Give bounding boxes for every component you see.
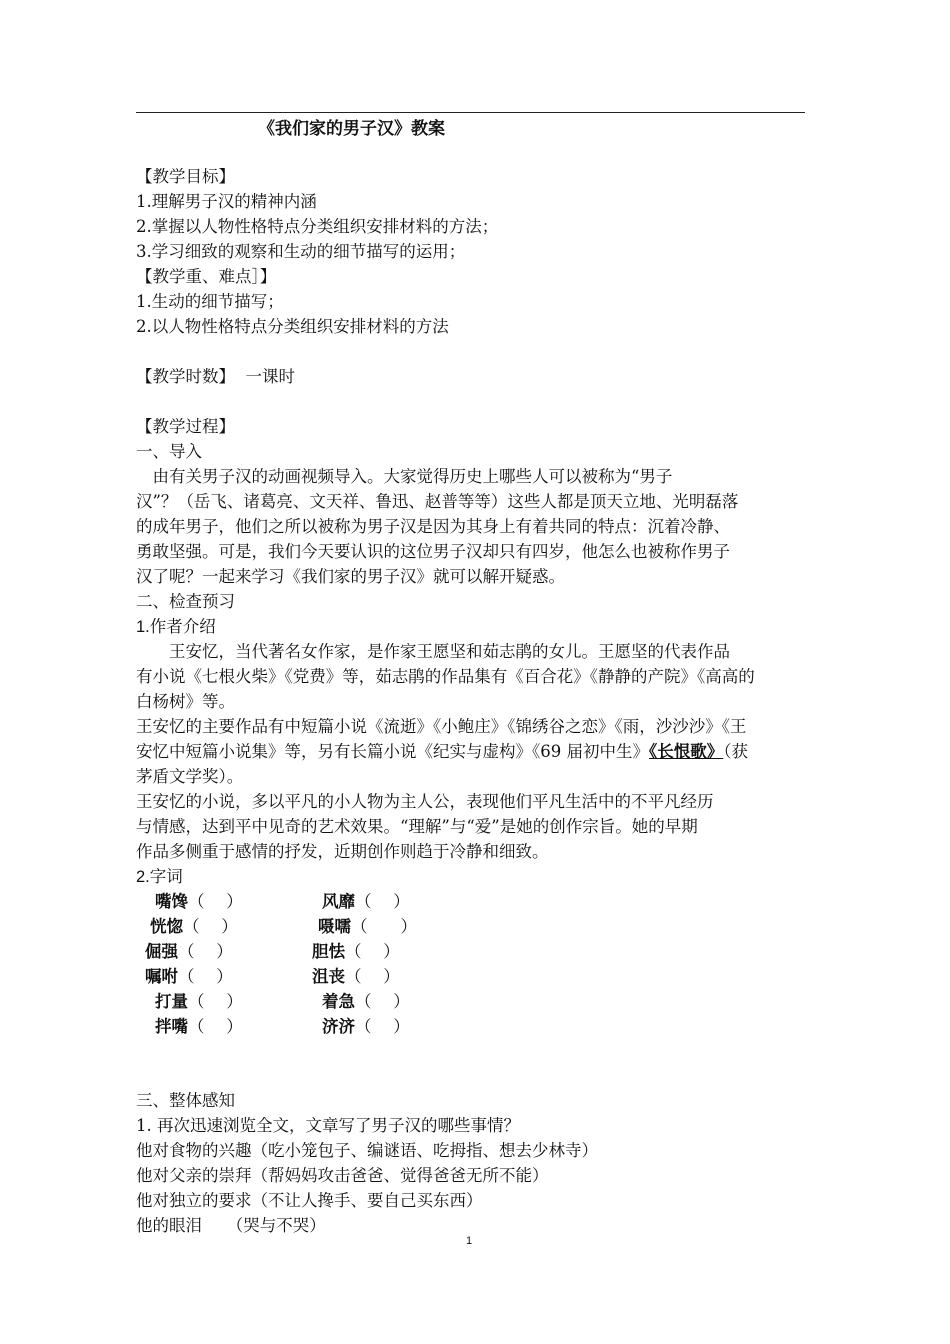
vocab-blank: （ ） bbox=[355, 892, 410, 911]
vocab-blank: （ ） bbox=[355, 992, 410, 1011]
vocab-item bbox=[145, 964, 233, 989]
section-heading: 三、整体感知 bbox=[136, 1091, 235, 1110]
vocab-item bbox=[150, 914, 238, 939]
vocab-blank: （ ） bbox=[188, 892, 243, 911]
vocab-word: 拌嘴 bbox=[155, 1017, 188, 1036]
vocab-item bbox=[155, 1014, 243, 1039]
section-heading: 二、检查预习 bbox=[136, 592, 235, 611]
key-point-item: 1.生动的细节描写； bbox=[136, 292, 284, 311]
author-line: 与情感，达到平中见奇的艺术效果。“理解”与“爱”是她的创作宗旨。她的早期 bbox=[136, 817, 698, 836]
vocab-word: 嘴馋 bbox=[155, 892, 188, 911]
vocab-item bbox=[145, 939, 233, 964]
vocab-item bbox=[322, 989, 410, 1014]
vocab-item bbox=[318, 914, 417, 939]
author-subheading bbox=[136, 614, 216, 640]
vocab-subheading bbox=[136, 864, 183, 890]
vocab-blank: （ ） bbox=[183, 917, 238, 936]
vocab-word: 恍惚 bbox=[150, 917, 183, 936]
document-title: 《我们家的男子汉》教案 bbox=[258, 119, 445, 139]
author-line: 作品多侧重于感情的抒发，近期创作则趋于冷静和细致。 bbox=[136, 842, 549, 861]
objective-item: 1.理解男子汉的精神内涵 bbox=[136, 192, 317, 211]
hours-value: 一课时 bbox=[245, 367, 295, 386]
key-points-heading: 【教学重、难点］】 bbox=[136, 267, 277, 286]
intro-line: 的成年男子，他们之所以被称为男子汉是因为其身上有着共同的特点：沉着冷静、 bbox=[136, 517, 730, 536]
underlined-title: 《长恨歌》 bbox=[649, 742, 724, 761]
hours-heading: 【教学时数】 bbox=[136, 367, 235, 386]
author-line bbox=[136, 739, 748, 764]
vocab-word: 嗫嚅 bbox=[318, 917, 351, 936]
answer-line: 他对食物的兴趣（吃小笼包子、编谜语、吃拇指、想去少林寺） bbox=[136, 1141, 598, 1160]
answer-line: 他的眼泪 （哭与不哭） bbox=[136, 1216, 326, 1235]
vocab-word: 打量 bbox=[155, 992, 188, 1011]
vocab-blank: （ ） bbox=[178, 967, 233, 986]
vocab-item bbox=[312, 964, 400, 989]
intro-line: 汉了呢？一起来学习《我们家的男子汉》就可以解开疑惑。 bbox=[136, 567, 565, 586]
vocab-word: 济济 bbox=[322, 1017, 355, 1036]
vocab-word: 倔强 bbox=[145, 942, 178, 961]
section-heading: 一、导入 bbox=[136, 442, 202, 461]
vocab-word: 胆怯 bbox=[312, 942, 345, 961]
key-point-item: 2.以人物性格特点分类组织安排材料的方法 bbox=[136, 317, 449, 336]
vocab-item bbox=[312, 939, 400, 964]
author-line-tail: （获 bbox=[723, 742, 748, 761]
intro-line: 由有关男子汉的动画视频导入。大家觉得历史上哪些人可以被称为“男子 bbox=[136, 467, 673, 486]
page-number: 1 bbox=[466, 1235, 473, 1247]
vocab-word: 着急 bbox=[322, 992, 355, 1011]
author-line-text: 安忆中短篇小说集》等，另有长篇小说《纪实与虚构》《69 届初中生》 bbox=[136, 742, 649, 761]
answer-line: 他对独立的要求（不让人搀手、要自己买东西） bbox=[136, 1191, 483, 1210]
vocab-blank: （ ） bbox=[178, 942, 233, 961]
vocab-blank: （ ） bbox=[351, 917, 417, 936]
objectives-heading: 【教学目标】 bbox=[136, 167, 235, 186]
process-heading: 【教学过程】 bbox=[136, 417, 235, 436]
vocab-word: 嘱咐 bbox=[145, 967, 178, 986]
objective-item: 2.掌握以人物性格特点分类组织安排材料的方法； bbox=[136, 217, 499, 236]
vocab-item bbox=[322, 889, 410, 914]
author-line: 白杨树》等。 bbox=[136, 692, 235, 711]
vocab-item bbox=[155, 889, 243, 914]
vocab-blank: （ ） bbox=[188, 992, 243, 1011]
hours-line bbox=[136, 364, 295, 389]
vocab-heading: 字词 bbox=[149, 867, 183, 886]
question-line: 1. 再次迅速浏览全文，文章写了男子汉的哪些事情？ bbox=[136, 1116, 520, 1135]
intro-line: 勇敢坚强。可是，我们今天要认识的这位男子汉却只有四岁，他怎么也被称作男子 bbox=[136, 542, 730, 561]
objective-item: 3.学习细致的观察和生动的细节描写的运用； bbox=[136, 242, 466, 261]
author-number: 1. bbox=[136, 618, 150, 636]
author-line: 王安忆，当代著名女作家，是作家王愿坚和茹志鹃的女儿。王愿坚的代表作品 bbox=[136, 642, 730, 661]
vocab-item bbox=[322, 1014, 410, 1039]
author-line: 茅盾文学奖）。 bbox=[136, 767, 244, 786]
vocab-blank: （ ） bbox=[355, 1017, 410, 1036]
author-line: 王安忆的主要作品有中短篇小说《流逝》《小鲍庄》《锦绣谷之恋》《雨，沙沙沙》《王 bbox=[136, 717, 747, 736]
author-line: 有小说《七根火柴》《党费》等，茹志鹃的作品集有《百合花》《静静的产院》《高高的 bbox=[136, 667, 755, 686]
author-heading: 作者介绍 bbox=[149, 617, 216, 636]
answer-line: 他对父亲的崇拜（帮妈妈攻击爸爸、觉得爸爸无所不能） bbox=[136, 1166, 549, 1185]
author-line: 王安忆的小说，多以平凡的小人物为主人公，表现他们平凡生活中的不平凡经历 bbox=[136, 792, 714, 811]
intro-line: 汉”？（岳飞、诸葛亮、文天祥、鲁迅、赵普等等）这些人都是顶天立地、光明磊落 bbox=[136, 492, 739, 511]
header-rule bbox=[136, 112, 805, 113]
vocab-number: 2. bbox=[136, 868, 150, 886]
vocab-word: 风靡 bbox=[322, 892, 355, 911]
vocab-item bbox=[155, 989, 243, 1014]
vocab-blank: （ ） bbox=[345, 942, 400, 961]
vocab-blank: （ ） bbox=[188, 1017, 243, 1036]
vocab-word: 沮丧 bbox=[312, 967, 345, 986]
vocab-blank: （ ） bbox=[345, 967, 400, 986]
